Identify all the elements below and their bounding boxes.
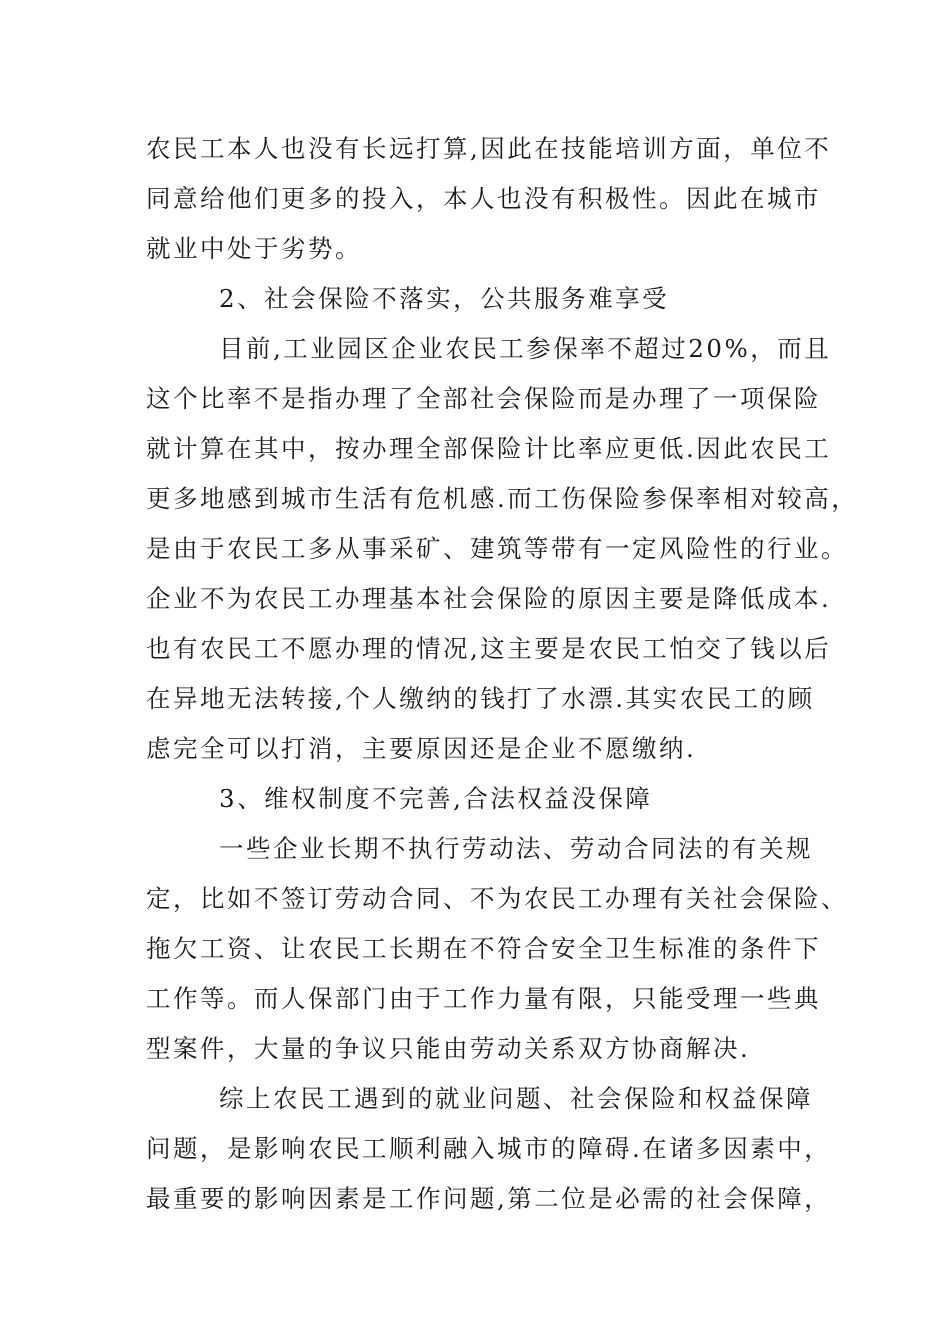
text-line: 拖欠工资、让农民工长期在不符合安全卫生标准的条件下 bbox=[146, 934, 821, 963]
text-line: 虑完全可以打消，主要原因还是企业不愿缴纳. bbox=[146, 734, 697, 763]
text-line: 定，比如不签订劳动合同、不为农民工办理有关社会保险、 bbox=[146, 884, 848, 913]
text-line: 型案件，大量的争议只能由劳动关系双方协商解决. bbox=[146, 1034, 751, 1063]
text-line: 问题，是影响农民工顺利融入城市的障碍.在诸多因素中， bbox=[146, 1134, 832, 1163]
text-line: 更多地感到城市生活有危机感.而工伤保险参保率相对较高， bbox=[146, 484, 859, 513]
text-line: 是由于农民工多从事采矿、建筑等带有一定风险性的行业。 bbox=[146, 534, 848, 563]
text-line: 农民工本人也没有长远打算,因此在技能培训方面，单位不 bbox=[146, 134, 832, 163]
text-line: 一些企业长期不执行劳动法、劳动合同法的有关规 bbox=[219, 834, 813, 863]
text-line: 同意给他们更多的投入，本人也没有积极性。因此在城市 bbox=[146, 184, 821, 213]
text-line: 在异地无法转接,个人缴纳的钱打了水漂.其实农民工的顾 bbox=[146, 684, 815, 713]
text-line: 企业不为农民工办理基本社会保险的原因主要是降低成本. bbox=[146, 584, 832, 613]
text-line: 就业中处于劣势。 bbox=[146, 234, 362, 263]
text-line: 就计算在其中，按办理全部保险计比率应更低.因此农民工 bbox=[146, 434, 832, 463]
text-line: 综上农民工遇到的就业问题、社会保险和权益保障 bbox=[219, 1084, 813, 1113]
text-line: 这个比率不是指办理了全部社会保险而是办理了一项保险 bbox=[146, 384, 821, 413]
section-heading: 3、维权制度不完善,合法权益没保障 bbox=[219, 784, 653, 813]
text-line: 最重要的影响因素是工作问题,第二位是必需的社会保障， bbox=[146, 1184, 832, 1213]
section-heading: 2、社会保险不落实，公共服务难享受 bbox=[219, 284, 670, 313]
text-line: 也有农民工不愿办理的情况,这主要是农民工怕交了钱以后 bbox=[146, 634, 832, 663]
text-line: 工作等。而人保部门由于工作力量有限，只能受理一些典 bbox=[146, 984, 821, 1013]
text-line: 目前,工业园区企业农民工参保率不超过20%，而且 bbox=[219, 334, 832, 363]
